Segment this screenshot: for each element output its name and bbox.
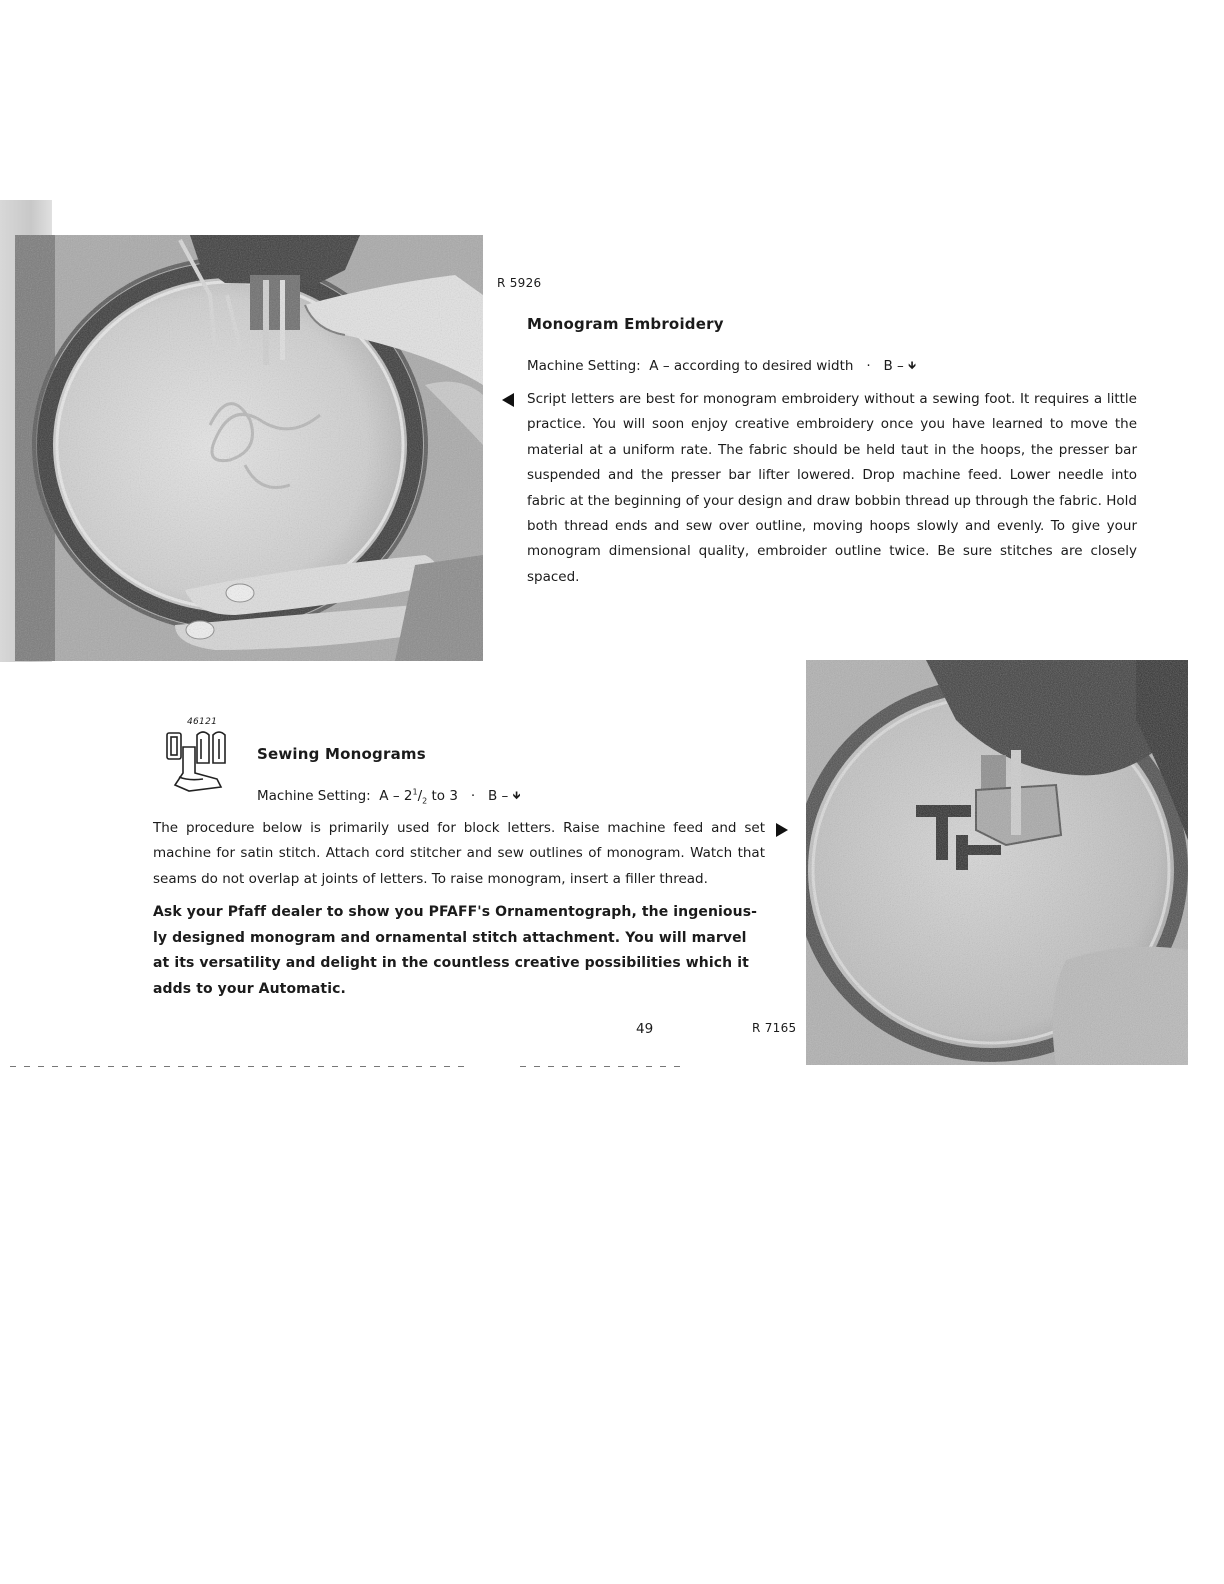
setting-label: Machine Setting: (257, 788, 371, 804)
machine-setting-bottom: Machine Setting: A – $2^1/_2$ to 3 · B – 🡻 (257, 787, 521, 806)
embroidery-hoop-photo (15, 235, 483, 661)
setting-a-prefix: A – 2 (379, 788, 413, 804)
setting-b: B – (883, 358, 904, 374)
setting-separator: · (470, 788, 476, 804)
down-arrow-icon: 🡻 (908, 359, 916, 372)
scan-artifact-line (10, 1066, 470, 1067)
photo-code-bottom: R 7165 (752, 1021, 797, 1035)
monogram-embroidery-instructions: Script letters are best for monogram embroidery without a sewing foot. It requires a little practice. You will soon enjoy creative embroidery once you have learned to move the material at a uniform rate. The fabric should be held taut in the hoops, the presser bar suspended and the presser bar lifter lowered. Drop machine feed. Lower needle into fabric at the beginning of your design and draw bobbin thread up through the fabric. Hold both thread ends and sew over outline, moving hoops slowly and evenly. To give your monogram dimensional quality, embroider outline twice. Be sure stitches are closely spaced. (527, 391, 1137, 585)
left-pointer-icon (502, 393, 514, 407)
section-title-sewing-monograms: Sewing Monograms (257, 745, 426, 763)
fraction-denominator: 2 (422, 796, 428, 806)
setting-a-suffix: to 3 (427, 788, 458, 804)
sewing-monograms-instructions: The procedure below is primarily used for block letters. Raise machine feed and set machine for satin stitch. Attach cord stitcher and sew outlines of monogram. Watch that seams do not overlap at joints of letters. To raise monogram, insert a filler thread. (153, 820, 765, 887)
page-number: 49 (636, 1021, 654, 1037)
machine-setting-top (527, 357, 916, 376)
setting-a: A – according to desired width (649, 358, 854, 374)
section-title-monogram-embroidery: Monogram Embroidery (527, 315, 724, 333)
fraction-numerator: 1 (412, 787, 418, 797)
scan-artifact-line (520, 1066, 680, 1067)
setting-separator: · (866, 358, 871, 374)
sewing-foot-icon (161, 727, 236, 797)
part-number: 46121 (187, 717, 218, 727)
down-arrow-icon: 🡻 (512, 789, 521, 802)
setting-label: Machine Setting: (527, 358, 641, 374)
right-pointer-icon (776, 823, 788, 837)
setting-b: B – (488, 788, 509, 804)
block-monogram-hoop-photo (806, 660, 1188, 1065)
photo-code-top: R 5926 (497, 276, 542, 290)
sewing-foot-illustration (161, 717, 236, 801)
ornamentograph-promo: Ask your Pfaff dealer to show you PFAFF's Ornamentograph, the ingenious-ly designed monogram and ornamental stitch attachment. You will marvel at its versatility and delight in the countless creative possibilities which it adds to your Automatic. (153, 904, 758, 997)
